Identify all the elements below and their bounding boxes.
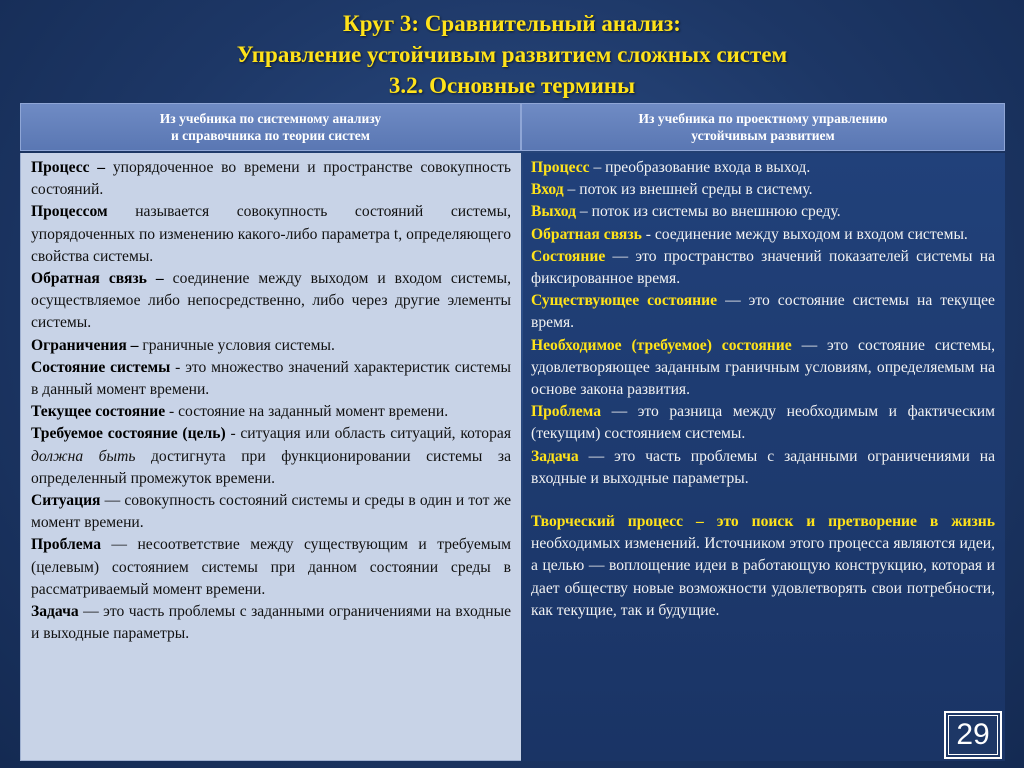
definition-text: — это часть проблемы с заданными ограничениями на входные и выходные параметры. [31, 603, 511, 643]
term: Необходимое (требуемое) состояние [531, 336, 792, 354]
header-right [521, 103, 1005, 151]
definition-text: достигнута при функционировании системы за определенный промежуток времени. [31, 447, 512, 487]
emphasis-text: должна быть [31, 447, 136, 465]
definition-text: - соединение между выходом и входом системы. [641, 225, 968, 243]
term: Обратная связь [531, 225, 642, 243]
term: Процесс – [31, 159, 106, 176]
right-definition [531, 157, 995, 179]
right-definition [531, 446, 995, 490]
definition-text: — это разница между необходимым и фактическим (текущим) состоянием системы. [531, 403, 995, 443]
term: Задача [531, 447, 579, 465]
header-left [20, 103, 521, 151]
left-definition [31, 401, 511, 423]
definition-text: необходимых изменений. Источником этого процесса являются идеи, а целью — воплощение идеи в работающую конструкцию, которая и дает обществу новые возможности удовлетворять свои потребности, как текущие, так и будущие. [531, 535, 995, 619]
right-definition [531, 179, 995, 201]
definition-text: упорядоченное во времени и пространстве совокупность состояний. [31, 159, 512, 199]
page-number: 29 [944, 711, 1002, 759]
term: Проблема [31, 536, 101, 554]
definition-text: — это состояние системы на текущее время. [531, 292, 995, 332]
definition-text: называется совокупность состояний системы, упорядоченных по изменению какого-либо параметра t, определяющего свойства системы. [31, 203, 511, 265]
header-right-line-2: устойчивым развитием [691, 128, 835, 143]
right-definition [531, 511, 995, 622]
term: Ситуация [31, 492, 101, 510]
term: Ограничения – [31, 336, 139, 354]
left-definition [31, 335, 511, 357]
definition-text: – преобразование входа в выход. [589, 159, 811, 176]
left-definition [31, 601, 511, 645]
title-line-3: 3.2. Основные термины [388, 73, 636, 98]
term: Выход [531, 203, 577, 221]
definition-text: — совокупность состояний системы и среды в один и тот же момент времени. [31, 492, 511, 532]
definition-text: — это пространство значений показателей системы на фиксированное время. [531, 247, 995, 288]
title-line-1: Круг 3: Сравнительный анализ: [343, 11, 681, 36]
definition-text: — это часть проблемы с заданными ограничениями на входные и выходные параметры. [531, 447, 995, 487]
title-line-2: Управление устойчивым развитием сложных систем [236, 42, 788, 67]
right-definition [531, 224, 995, 246]
term: Требуемое состояние (цель) [31, 425, 226, 443]
term: Текущее состояние [31, 403, 166, 421]
left-definition [31, 423, 511, 490]
right-definition [531, 290, 995, 334]
term: Проблема [531, 403, 601, 421]
definition-text: – поток из системы во внешнюю среду. [576, 203, 841, 221]
left-definition [31, 201, 511, 268]
definition-text: — несоответствие между существующим и требуемым (целевым) состоянием системы при данном состоянии среды в рассматриваемый момент времени. [31, 536, 511, 598]
definition-text: – поток из внешней среды в систему. [563, 181, 813, 199]
header-right-line-1: Из учебника по проектному управлению [638, 111, 888, 126]
header-left-line-1: Из учебника по системному анализу [159, 111, 382, 126]
term: Вход [531, 181, 564, 199]
term: Задача [31, 603, 79, 621]
definition-text: соединение между выходом и входом системы, осуществляемое либо непосредственно, либо через другие элементы системы. [31, 270, 511, 332]
term: Состояние системы [31, 358, 171, 376]
left-definition [31, 357, 511, 401]
spacer [531, 490, 995, 511]
definition-text: - ситуация или область ситуаций, которая [225, 425, 511, 443]
term: Состояние [531, 247, 606, 265]
right-column [523, 153, 1005, 761]
term: Процесс [531, 159, 590, 176]
left-definition [31, 534, 511, 601]
left-definition [31, 157, 511, 201]
left-column [20, 153, 521, 761]
header-left-line-2: и справочника по теории систем [171, 128, 370, 143]
comparison-table [20, 103, 1005, 761]
term: Обратная связь – [31, 270, 164, 288]
definition-text: - состояние на заданный момент времени. [165, 403, 449, 421]
definition-text: граничные условия системы. [138, 336, 335, 354]
right-definition [531, 201, 995, 223]
left-definition [31, 268, 511, 335]
term: Творческий процесс – это поиск и претворение в жизнь [531, 513, 995, 531]
slide-title [0, 8, 1024, 101]
term: Процессом [31, 203, 108, 221]
right-definition [531, 401, 995, 445]
right-definition [531, 246, 995, 290]
definition-text: - это множество значений характеристик системы в данный момент времени. [31, 358, 511, 399]
definition-text: — это состояние системы, удовлетворяющее заданным граничным условиям, определяемым на основе закона развития. [531, 336, 996, 399]
left-definition [31, 490, 511, 534]
right-definition [531, 335, 995, 402]
term: Существующее состояние [531, 292, 718, 310]
